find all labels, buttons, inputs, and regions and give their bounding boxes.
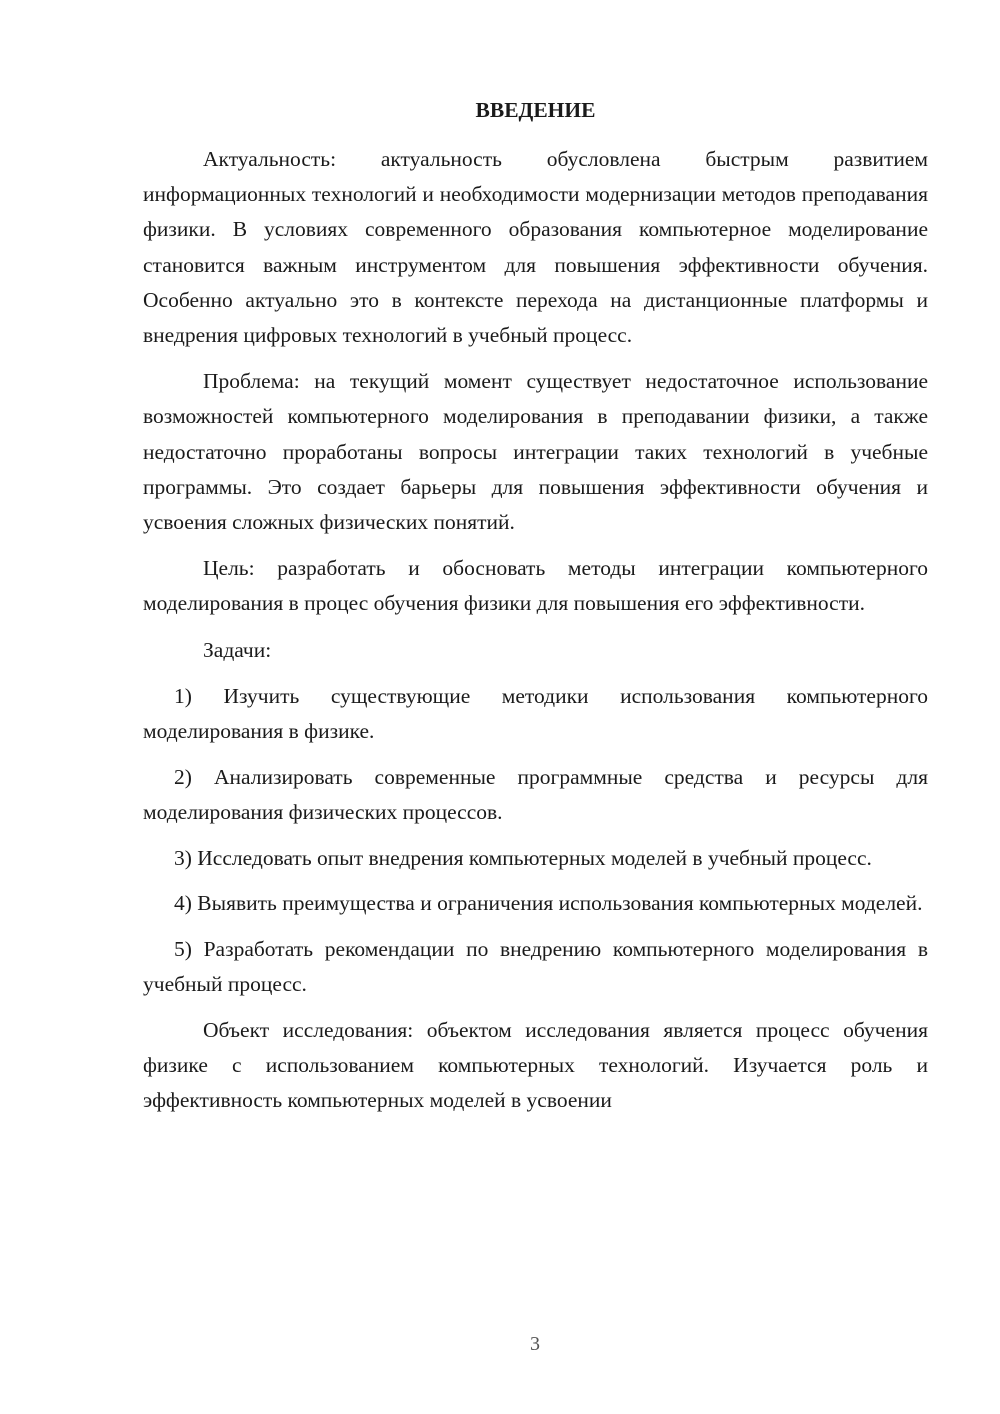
- paragraph-tasks-heading: Задачи:: [203, 637, 272, 662]
- document-page: [143, 96, 928, 1119]
- document-title: ВВЕДЕНИЕ: [475, 98, 596, 122]
- paragraph-relevance: Актуальность: актуальность обусловлена быстрым развитием информационных технологий и необходимости модернизации методов преподавания физики. В условиях современного образования компьютерное моделирование становится важным инструментом для повышения эффективности обучения. Особенно актуально это в контексте перехода на дистанционные платформы и внедрения цифровых технологий в учебный процесс.: [143, 147, 928, 348]
- paragraph-problem: Проблема: на текущий момент существует недостаточное использование возможностей компьютерного моделирования в преподавании физики, а также недостаточно проработаны вопросы интеграции таких технологий в учебные программы. Это создает барьеры для повышения эффективности обучения и усвоения сложных физических понятий.: [143, 369, 928, 535]
- page-number: 3: [530, 1333, 540, 1355]
- task-item-4: 4) Выявить преимущества и ограничения использования компьютерных моделей.: [174, 891, 923, 916]
- task-item-3: 3) Исследовать опыт внедрения компьютерных моделей в учебный процесс.: [174, 845, 872, 870]
- task-item-1: 1) Изучить существующие методики использования компьютерного моделирования в физике.: [143, 683, 928, 744]
- paragraph-goal: Цель: разработать и обосновать методы интеграции компьютерного моделирования в процес обучения физики для повышения его эффективности.: [143, 556, 928, 616]
- task-item-2: 2) Анализировать современные программные средства и ресурсы для моделирования физических процессов.: [143, 764, 928, 824]
- task-item-5: 5) Разработать рекомендации по внедрению компьютерного моделирования в учебный процесс.: [143, 937, 928, 997]
- paragraph-research-object: Объект исследования: объектом исследования является процесс обучения физике с использованием компьютерных технологий. Изучается роль и эффективность компьютерных моделей в усвоении: [143, 1017, 928, 1113]
